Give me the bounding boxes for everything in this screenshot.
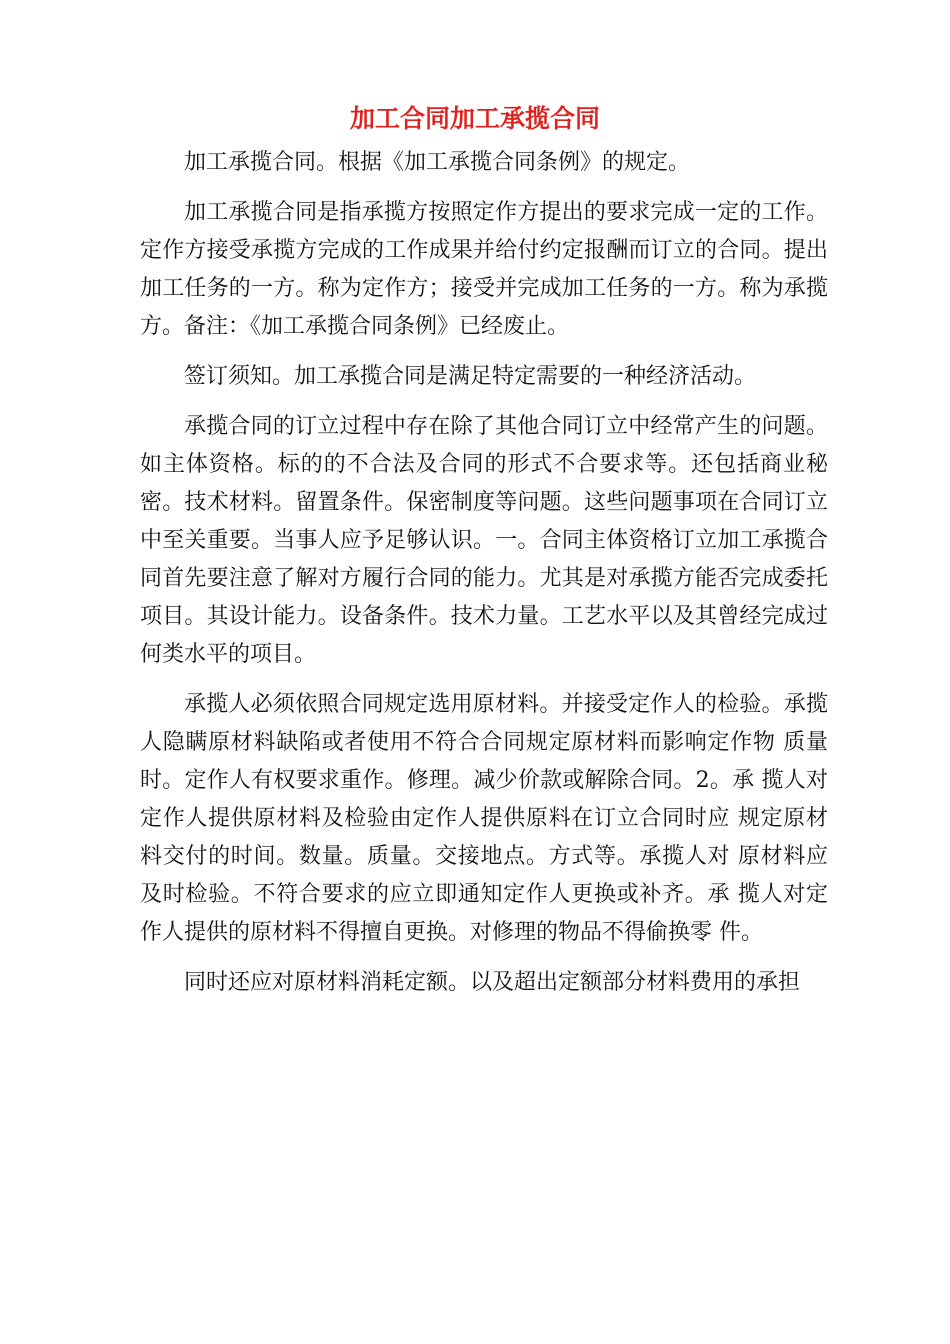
paragraph: 同时还应对原材料消耗定额。以及超出定额部分材料费用的承担 xyxy=(184,970,801,995)
document-title: 加工合同加工承揽合同 xyxy=(349,104,600,133)
paragraph: 签订须知。加工承揽合同是满足特定需要的一种经济活动。 xyxy=(184,364,757,389)
document-body xyxy=(140,144,828,1002)
paragraph: 加工承揽合同。根据《加工承揽合同条例》的规定。 xyxy=(184,150,691,175)
paragraph: 承揽人必须依照合同规定选用原材料。并接受定作人的检验。承揽人隐瞒原材料缺陷或者使用不符合合同规定原材料而影响定作物 质量时。定作人有权要求重作。修理。减少价款或解除合同。2。承 揽人对定作人提供原材料及检验由定作人提供原料在订立合同时应 规定原材料交付的时间。数量。质量。交接地点。方式等。承揽人对 原材料应及时检验。不符合要求的应立即通知定作人更换或补齐。承 揽人对定作人提供的原材料不得擅自更换。对修理的物品不得偷换零 件。 xyxy=(140,692,828,945)
paragraph: 承揽合同的订立过程中存在除了其他合同订立中经常产生的问题。如主体资格。标的的不合法及合同的形式不合要求等。还包括商业秘密。技术材料。留置条件。保密制度等问题。这些问题事项在合同订立中至关重要。当事人应予足够认识。一。合同主体资格订立加工承揽合同首先要注意了解对方履行合同的能力。尤其是对承揽方能否完成委托项目。其设计能力。设备条件。技术力量。工艺水平以及其曾经完成过何类水平的项目。 xyxy=(140,414,828,667)
paragraph: 加工承揽合同是指承揽方按照定作方提出的要求完成一定的工作。定作方接受承揽方完成的工作成果并给付约定报酬而订立的合同。提出加工任务的一方。称为定作方；接受并完成加工任务的一方。称为承揽方。备注：《加工承揽合同条例》已经废止。 xyxy=(140,200,828,339)
